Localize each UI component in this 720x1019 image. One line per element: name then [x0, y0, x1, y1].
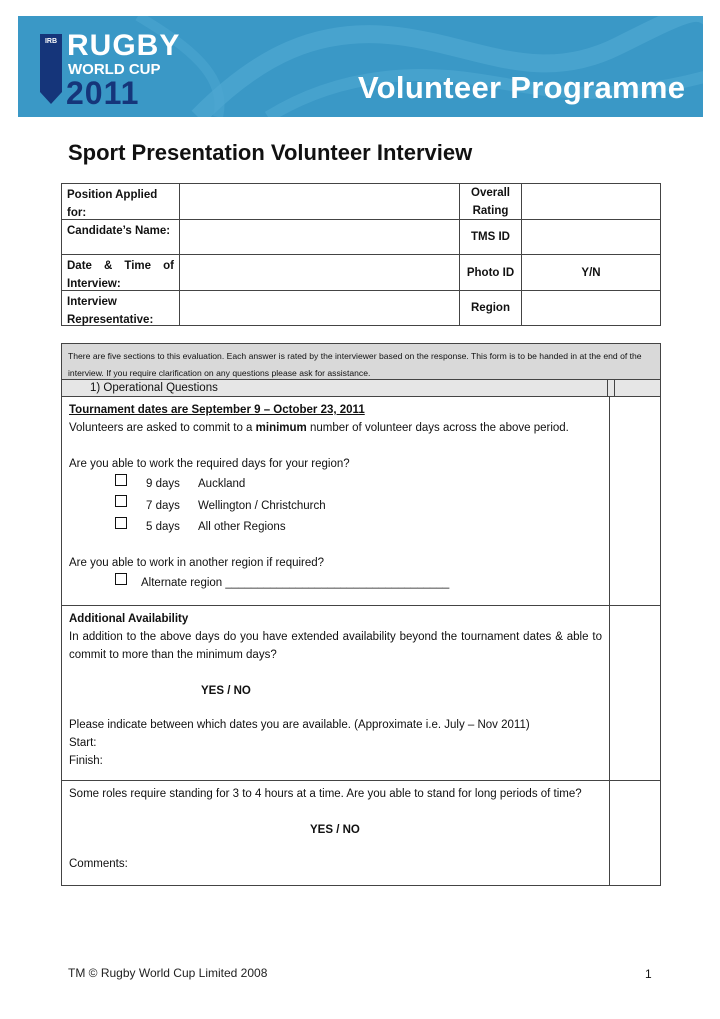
- page-title: Sport Presentation Volunteer Interview: [68, 140, 473, 165]
- commitment-text-pre: Volunteers are asked to commit to a: [69, 422, 256, 434]
- rwc-logo: [40, 29, 200, 114]
- availability-heading: Additional Availability: [69, 613, 189, 625]
- overall-rating-field[interactable]: [522, 184, 660, 219]
- start-label: Start:: [69, 737, 97, 749]
- candidate-info-table: [61, 183, 661, 326]
- info-row-position: [62, 184, 660, 220]
- commitment-text-bold: minimum: [255, 422, 307, 434]
- header-divider-1: [607, 380, 608, 396]
- comments-label: Comments:: [69, 858, 128, 870]
- header-divider-2: [614, 380, 615, 396]
- commitment-text-post: number of volunteer days across the above period.: [306, 422, 569, 434]
- availability-text: In addition to the above days do you have extended availability beyond the tournament dates & able to commit to more than the minimum days?: [69, 631, 602, 661]
- logo-year: 2011: [66, 75, 140, 111]
- alternate-region-field[interactable]: Alternate region ___________________________________: [141, 577, 450, 589]
- candidate-name-field[interactable]: [180, 220, 460, 254]
- overall-rating-label: [460, 184, 522, 219]
- option-5-days: 5 days: [146, 521, 180, 533]
- score-column-divider: [609, 781, 610, 885]
- representative-label: Interview Representative:: [62, 291, 180, 325]
- date-time-field[interactable]: [180, 255, 460, 290]
- overall-label-line1: Overall: [471, 187, 510, 199]
- page-number: 1: [645, 967, 652, 981]
- option-wellington-christchurch: Wellington / Christchurch: [198, 500, 326, 512]
- standing-yes-no[interactable]: YES / NO: [310, 824, 360, 836]
- finish-label: Finish:: [69, 755, 103, 767]
- date-time-label: Date & Time of Interview:: [62, 255, 180, 290]
- info-row-candidate: [62, 220, 660, 255]
- photo-id-value[interactable]: Y/N: [581, 267, 601, 279]
- tms-id-label: TMS ID: [460, 220, 522, 254]
- info-row-representative: [62, 291, 660, 325]
- region-field[interactable]: [522, 291, 660, 325]
- region-label: Region: [460, 291, 522, 325]
- option-auckland: Auckland: [198, 478, 246, 490]
- position-label: Position Applied for:: [62, 184, 180, 219]
- header-banner: [18, 16, 703, 117]
- option-9-days: 9 days: [146, 478, 180, 490]
- photo-id-label: Photo ID: [460, 255, 522, 290]
- irb-badge: IRB: [40, 34, 62, 92]
- banner-title: Volunteer Programme: [358, 70, 686, 105]
- tms-id-field[interactable]: [522, 220, 660, 254]
- question-block-tournament-dates: [61, 397, 661, 606]
- logo-world-cup: WORLD CUP: [68, 61, 161, 78]
- checkbox-9-days[interactable]: [115, 474, 127, 486]
- option-other-regions: All other Regions: [198, 521, 286, 533]
- instructions-note: There are five sections to this evaluation. Each answer is rated by the interviewer based on the response. This form is to be handed in at the end of the interview. If you require clarification on any questions please ask for assistance.: [61, 343, 661, 381]
- required-days-question: Are you able to work the required days for your region?: [69, 458, 350, 470]
- checkbox-7-days[interactable]: [115, 495, 127, 507]
- overall-label-line2: Rating: [472, 205, 509, 217]
- footer-copyright: TM © Rugby World Cup Limited 2008: [68, 966, 268, 980]
- position-field[interactable]: [180, 184, 460, 219]
- candidate-name-label: Candidate’s Name:: [62, 220, 180, 254]
- checkbox-5-days[interactable]: [115, 517, 127, 529]
- question-block-standing: [61, 780, 661, 886]
- other-region-question: Are you able to work in another region if required?: [69, 557, 325, 569]
- score-column-divider: [609, 397, 610, 605]
- section-header-operational: [61, 379, 661, 397]
- irb-badge-point: [40, 92, 62, 104]
- option-7-days: 7 days: [146, 500, 180, 512]
- dates-prompt: Please indicate between which dates you are available. (Approximate i.e. July – Nov 2011): [69, 719, 530, 731]
- checkbox-alternate-region[interactable]: [115, 573, 127, 585]
- standing-question: Some roles require standing for 3 to 4 hours at a time. Are you able to stand for long periods of time?: [69, 788, 582, 800]
- availability-yes-no[interactable]: YES / NO: [201, 685, 251, 697]
- logo-rugby: RUGBY: [67, 29, 181, 62]
- info-row-date: [62, 255, 660, 291]
- section-header-label: 1) Operational Questions: [90, 382, 218, 394]
- score-column-divider: [609, 606, 610, 780]
- question-block-additional-availability: [61, 605, 661, 781]
- tournament-dates-heading: Tournament dates are September 9 – October 23, 2011: [69, 404, 365, 416]
- representative-field[interactable]: [180, 291, 460, 325]
- commitment-text: [69, 419, 569, 437]
